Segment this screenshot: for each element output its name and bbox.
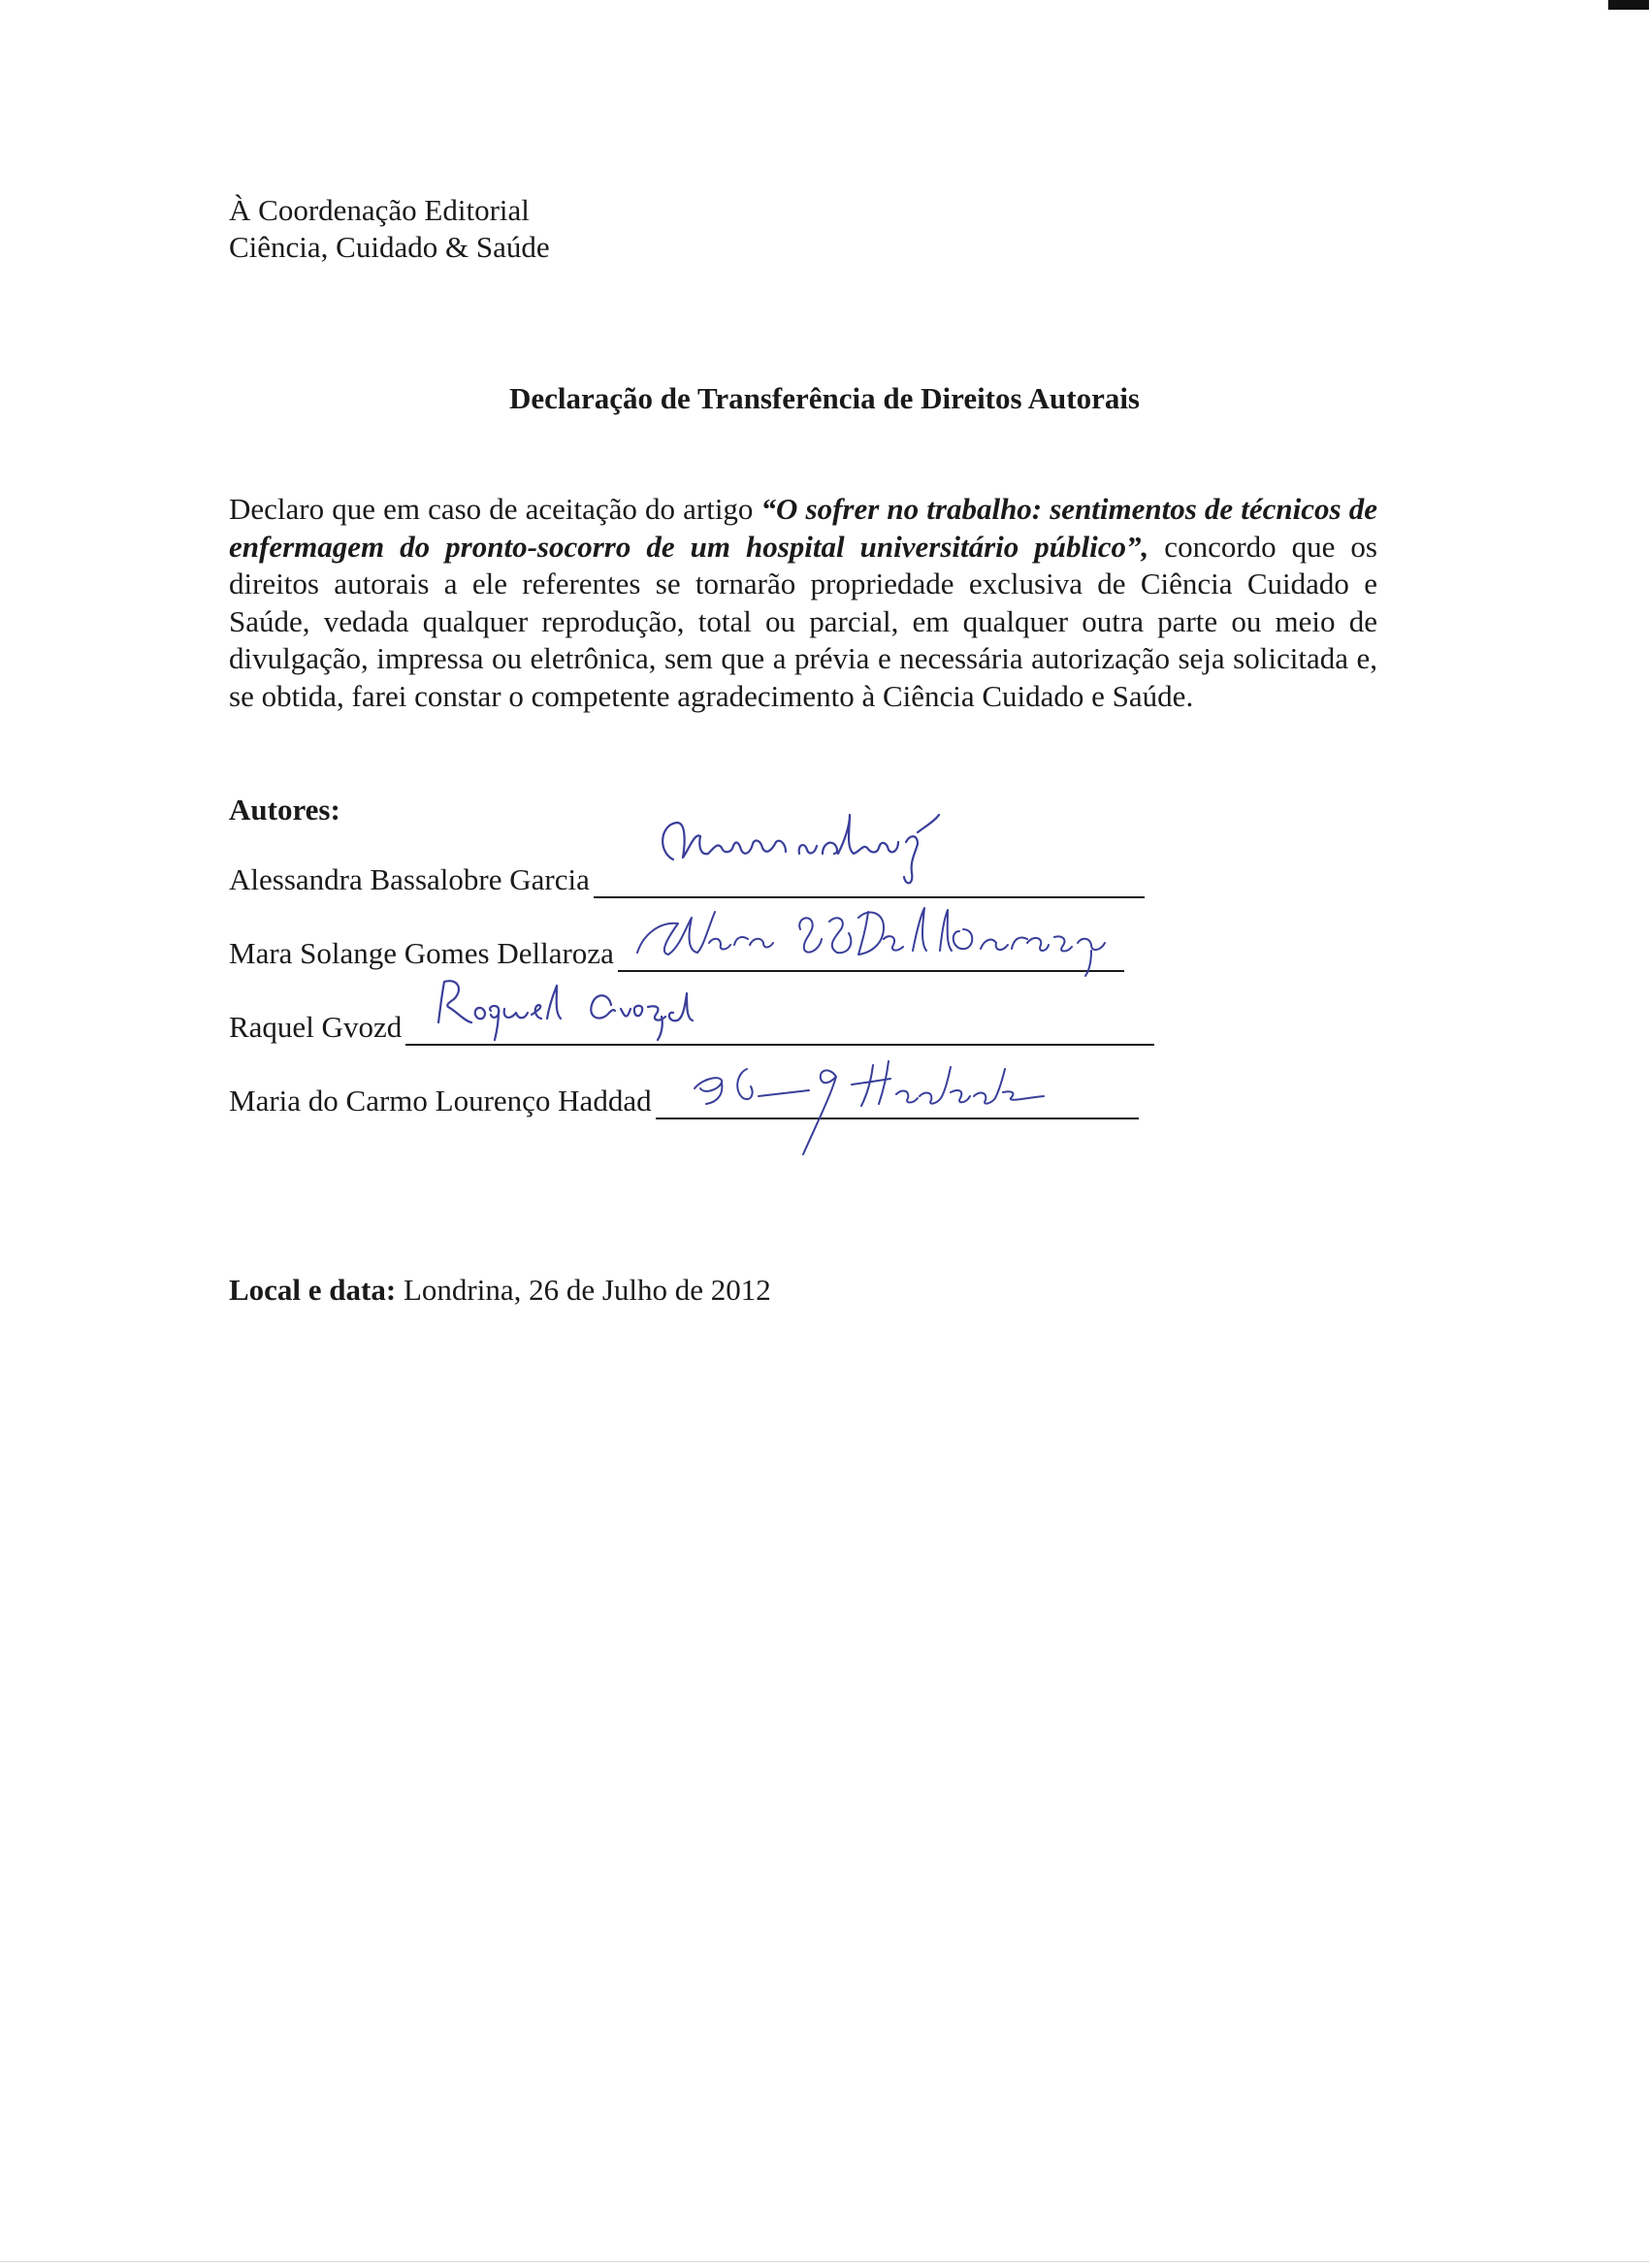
article-title: “O sofrer no trabalho: sentimentos de técnicos de enfermagem do pronto-socorro de um hospital universitário público”, <box>229 492 1377 564</box>
recipient-line-2: Ciência, Cuidado & Saúde <box>229 230 550 264</box>
local-date-value: Londrina, 26 de Julho de 2012 <box>396 1273 771 1307</box>
author-row <box>229 933 1124 972</box>
author-name: Alessandra Bassalobre Garcia <box>229 862 590 896</box>
declaration-paragraph <box>229 491 1377 715</box>
signature-haddad <box>695 1048 1238 1193</box>
signature-line <box>656 1083 1139 1119</box>
scan-bottom-edge <box>0 2261 1649 2262</box>
declaration-body: concordo que os direitos autorais a ele referentes se tornarão propriedade exclusiva de Ciência Cuidado e Saúde, vedada qualquer reprodução, total ou parcial, em qualquer outra parte ou meio de divulgação, impressa ou eletrônica, sem que a prévia e necessária autorização seja solicitada e, se obtida, farei constar o competente agradecimento à Ciência Cuidado e Saúde. <box>229 529 1377 713</box>
author-name: Raquel Gvozd <box>229 1010 403 1044</box>
author-row <box>229 1081 1139 1119</box>
author-name: Maria do Carmo Lourenço Haddad <box>229 1084 652 1118</box>
author-name: Mara Solange Gomes Dellaroza <box>229 936 614 970</box>
recipient-line-1: À Coordenação Editorial <box>229 193 530 227</box>
document-title: Declaração de Transferência de Direitos Autorais <box>508 381 1141 415</box>
declaration-intro: Declaro que em caso de aceitação do artigo <box>229 492 761 526</box>
signature-alessandra <box>644 803 954 900</box>
local-date-label: Local e data: <box>229 1273 397 1307</box>
recipient-block <box>229 192 550 266</box>
local-and-date <box>229 1272 771 1309</box>
scan-edge-mark <box>1608 0 1649 10</box>
signature-line <box>618 935 1124 972</box>
signature-line <box>405 1009 1154 1046</box>
signature-gvozd <box>419 968 749 1046</box>
authors-heading: Autores: <box>229 793 340 826</box>
signature-dellaroza <box>630 892 1134 980</box>
author-row <box>229 1007 1154 1046</box>
